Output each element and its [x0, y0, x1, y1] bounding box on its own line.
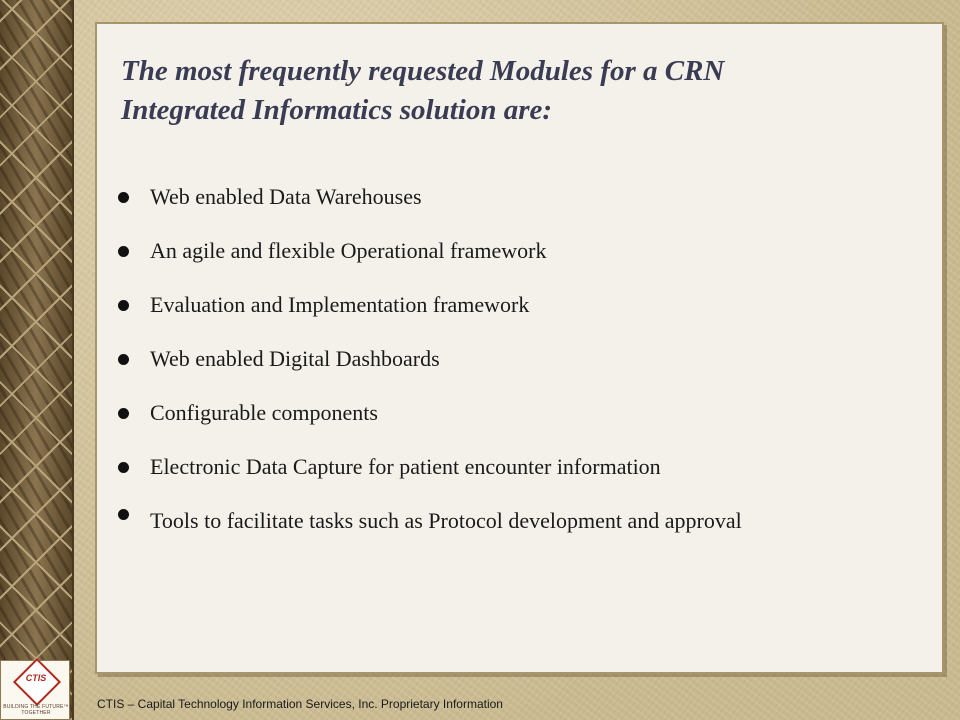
logo-text: CTIS [25, 673, 47, 683]
bullet-dot-icon [118, 246, 129, 257]
bullet-item [97, 182, 917, 211]
bullet-dot-icon [118, 509, 129, 520]
bullet-dot-icon [118, 408, 129, 419]
bullet-text: Electronic Data Capture for patient encounter information [150, 454, 661, 479]
slide-title [121, 52, 911, 130]
bullet-item [97, 344, 917, 373]
bullet-item [97, 398, 917, 427]
strip-divider [72, 0, 74, 720]
logo-tagline: BUILDING THE FUTURE™ TOGETHER [3, 704, 69, 716]
slide-title-line-2: Integrated Informatics solution are: [121, 94, 553, 126]
bullet-item [97, 452, 917, 481]
bullet-text: Tools to facilitate tasks such as Protocol development and approval [150, 508, 742, 533]
footer-text: CTIS – Capital Technology Information Services, Inc. Proprietary Information [97, 697, 503, 711]
bullet-text: An agile and flexible Operational framework [150, 238, 547, 263]
slide-title-line-1: The most frequently requested Modules for a CRN [121, 55, 725, 87]
bullet-dot-icon [118, 300, 129, 311]
bullet-dot-icon [118, 354, 129, 365]
bullet-item [97, 236, 917, 265]
bullet-text: Evaluation and Implementation framework [150, 292, 530, 317]
ctis-logo [0, 660, 70, 720]
bullet-list [97, 182, 917, 568]
bullet-text: Web enabled Digital Dashboards [150, 346, 440, 371]
bullet-item [97, 290, 917, 319]
bullet-dot-icon [118, 192, 129, 203]
left-marble-strip [0, 0, 72, 720]
bullet-dot-icon [118, 462, 129, 473]
bullet-text: Configurable components [150, 400, 378, 425]
bullet-text: Web enabled Data Warehouses [150, 184, 422, 209]
content-panel [95, 22, 944, 674]
bullet-item [97, 499, 917, 543]
